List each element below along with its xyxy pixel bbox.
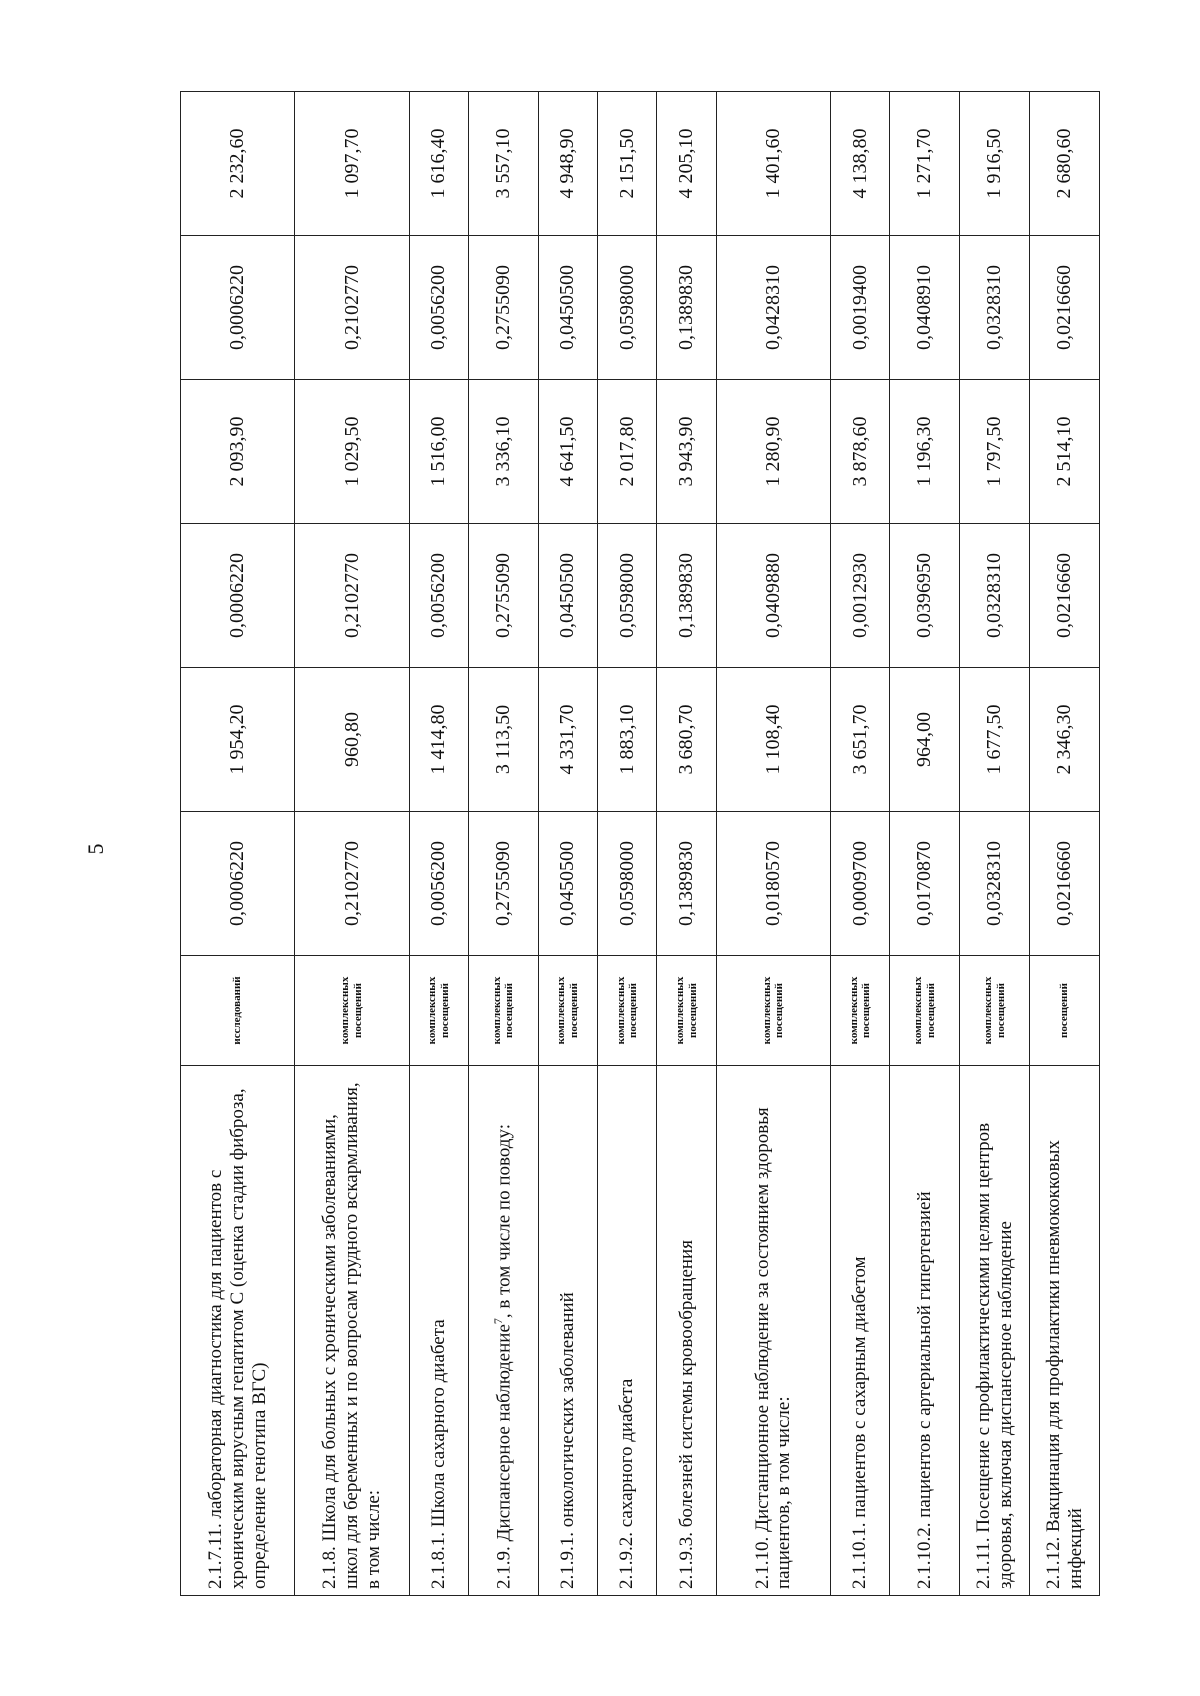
unit-cell: комплексных посещений — [409, 956, 468, 1066]
cost-value-cell: 1 916,50 — [960, 92, 1030, 236]
cost-value-cell: 3 557,10 — [468, 92, 538, 236]
unit-cell: комплексных посещений — [657, 956, 716, 1066]
norm-value-cell: 0,0006220 — [181, 812, 295, 956]
cost-value-cell: 4 205,10 — [657, 92, 716, 236]
row-name-cell — [657, 1066, 716, 1596]
norm-value-cell: 0,2755090 — [468, 524, 538, 668]
norm-value-cell: 0,0170870 — [890, 812, 960, 956]
cost-value-cell: 3 878,60 — [831, 380, 890, 524]
cost-value-cell: 4 138,80 — [831, 92, 890, 236]
footnote-marker: 7 — [490, 1318, 505, 1325]
norm-value-cell: 0,0328310 — [960, 524, 1030, 668]
table-row — [890, 92, 960, 1596]
norm-value-cell: 0,0450500 — [538, 524, 597, 668]
unit-cell: посещений — [1030, 956, 1100, 1066]
table-row — [468, 92, 538, 1596]
norm-value-cell: 0,1389830 — [657, 812, 716, 956]
norm-value-cell: 0,0408910 — [890, 236, 960, 380]
norm-value-cell: 0,0009700 — [831, 812, 890, 956]
row-name-cell — [716, 1066, 830, 1596]
row-name: 2.1.9.3. болезней системы кровообращения — [675, 1240, 697, 1589]
cost-value-cell: 2 151,50 — [598, 92, 657, 236]
table-row — [538, 92, 597, 1596]
cost-value-cell: 960,80 — [295, 668, 409, 812]
rates-table — [180, 91, 1100, 1596]
cost-value-cell: 1 401,60 — [716, 92, 830, 236]
norm-value-cell: 0,2102770 — [295, 236, 409, 380]
row-name-cell — [1030, 1066, 1100, 1596]
norm-value-cell: 0,0598000 — [598, 812, 657, 956]
cost-value-cell: 1 196,30 — [890, 380, 960, 524]
unit-cell: комплексных посещений — [960, 956, 1030, 1066]
rotated-table-wrapper — [180, 91, 1100, 1596]
norm-value-cell: 0,0409880 — [716, 524, 830, 668]
cost-value-cell: 1 029,50 — [295, 380, 409, 524]
row-name-cell — [831, 1066, 890, 1596]
cost-value-cell: 4 948,90 — [538, 92, 597, 236]
norm-value-cell: 0,0450500 — [538, 236, 597, 380]
unit-cell: комплексных посещений — [538, 956, 597, 1066]
norm-value-cell: 0,0056200 — [409, 812, 468, 956]
norm-value-cell: 0,0006220 — [181, 236, 295, 380]
norm-value-cell: 0,2102770 — [295, 812, 409, 956]
row-name-cell — [538, 1066, 597, 1596]
unit-cell: комплексных посещений — [598, 956, 657, 1066]
norm-value-cell: 0,0216660 — [1030, 236, 1100, 380]
row-name-cell — [181, 1066, 295, 1596]
cost-value-cell: 3 336,10 — [468, 380, 538, 524]
table-row — [657, 92, 716, 1596]
norm-value-cell: 0,0180570 — [716, 812, 830, 956]
cost-value-cell: 3 651,70 — [831, 668, 890, 812]
cost-value-cell: 1 271,70 — [890, 92, 960, 236]
row-name: 2.1.7.11. лабораторная диагностика для пациентов с хроническим вирусным гепатитом С (оценка стадии фиброза, определение генотипа ВГС) — [204, 1088, 270, 1589]
cost-value-cell: 2 680,60 — [1030, 92, 1100, 236]
row-name: 2.1.11. Посещение с профилактическими целями центров здоровья, включая диспансерное наблюдение — [972, 1122, 1016, 1589]
cost-value-cell: 3 943,90 — [657, 380, 716, 524]
row-name: 2.1.8.1. Школа сахарного диабета — [427, 1319, 449, 1589]
cost-value-cell: 2 346,30 — [1030, 668, 1100, 812]
row-name-cell — [890, 1066, 960, 1596]
norm-value-cell: 0,0216660 — [1030, 812, 1100, 956]
row-name: 2.1.10.2. пациентов с артериальной гипертензией — [913, 1191, 935, 1589]
norm-value-cell: 0,0450500 — [538, 812, 597, 956]
row-name-cell — [468, 1066, 538, 1596]
norm-value-cell: 0,0396950 — [890, 524, 960, 668]
unit-cell: комплексных посещений — [468, 956, 538, 1066]
cost-value-cell: 2 514,10 — [1030, 380, 1100, 524]
cost-value-cell: 1 414,80 — [409, 668, 468, 812]
norm-value-cell: 0,2755090 — [468, 236, 538, 380]
cost-value-cell: 1 883,10 — [598, 668, 657, 812]
cost-value-cell: 2 232,60 — [181, 92, 295, 236]
cost-value-cell: 1 954,20 — [181, 668, 295, 812]
table-row — [295, 92, 409, 1596]
row-name-tail: , в том числе по поводу: — [493, 1124, 515, 1319]
cost-value-cell: 1 616,40 — [409, 92, 468, 236]
row-name: 2.1.10. Дистанционное наблюдение за состоянием здоровья пациентов, в том числе: — [751, 1107, 795, 1589]
row-name-cell — [409, 1066, 468, 1596]
unit-cell: исследований — [181, 956, 295, 1066]
row-name: 2.1.9.2. сахарного диабета — [616, 1378, 638, 1589]
cost-value-cell: 1 516,00 — [409, 380, 468, 524]
cost-value-cell: 1 280,90 — [716, 380, 830, 524]
table-row — [1030, 92, 1100, 1596]
cost-value-cell: 964,00 — [890, 668, 960, 812]
unit-cell: комплексных посещений — [716, 956, 830, 1066]
norm-value-cell: 0,0328310 — [960, 812, 1030, 956]
norm-value-cell: 0,0598000 — [598, 524, 657, 668]
unit-cell: комплексных посещений — [831, 956, 890, 1066]
cost-value-cell: 1 108,40 — [716, 668, 830, 812]
row-name-cell — [598, 1066, 657, 1596]
table-body — [181, 92, 1100, 1596]
norm-value-cell: 0,1389830 — [657, 524, 716, 668]
norm-value-cell: 0,0428310 — [716, 236, 830, 380]
table-row — [181, 92, 295, 1596]
cost-value-cell: 3 113,50 — [468, 668, 538, 812]
norm-value-cell: 0,0598000 — [598, 236, 657, 380]
row-name: 2.1.9.1. онкологических заболеваний — [557, 1292, 579, 1589]
table-row — [716, 92, 830, 1596]
norm-value-cell: 0,0216660 — [1030, 524, 1100, 668]
cost-value-cell: 1 677,50 — [960, 668, 1030, 812]
row-name: 2.1.9. Диспансерное наблюдение — [493, 1324, 515, 1589]
cost-value-cell: 1 797,50 — [960, 380, 1030, 524]
norm-value-cell: 0,0019400 — [831, 236, 890, 380]
row-name: 2.1.12. Вакцинация для профилактики пневмококковых инфекций — [1042, 1140, 1086, 1589]
cost-value-cell: 4 641,50 — [538, 380, 597, 524]
unit-cell: комплексных посещений — [295, 956, 409, 1066]
norm-value-cell: 0,2755090 — [468, 812, 538, 956]
row-name: 2.1.10.1. пациентов с сахарным диабетом — [849, 1256, 871, 1589]
norm-value-cell: 0,2102770 — [295, 524, 409, 668]
row-name: 2.1.8. Школа для больных с хроническими заболеваниями, школ для беременных и по вопросам грудного вскармливания, в том числе: — [319, 1082, 384, 1589]
row-name-cell — [295, 1066, 409, 1596]
norm-value-cell: 0,0056200 — [409, 524, 468, 668]
norm-value-cell: 0,0012930 — [831, 524, 890, 668]
table-row — [960, 92, 1030, 1596]
norm-value-cell: 0,0056200 — [409, 236, 468, 380]
cost-value-cell: 3 680,70 — [657, 668, 716, 812]
cost-value-cell: 1 097,70 — [295, 92, 409, 236]
cost-value-cell: 2 017,80 — [598, 380, 657, 524]
table-row — [831, 92, 890, 1596]
unit-cell: комплексных посещений — [890, 956, 960, 1066]
table-row — [409, 92, 468, 1596]
cost-value-cell: 2 093,90 — [181, 380, 295, 524]
cost-value-cell: 4 331,70 — [538, 668, 597, 812]
norm-value-cell: 0,0328310 — [960, 236, 1030, 380]
table-row — [598, 92, 657, 1596]
page-number: 5 — [83, 843, 108, 855]
row-name-cell — [960, 1066, 1030, 1596]
norm-value-cell: 0,0006220 — [181, 524, 295, 668]
norm-value-cell: 0,1389830 — [657, 236, 716, 380]
